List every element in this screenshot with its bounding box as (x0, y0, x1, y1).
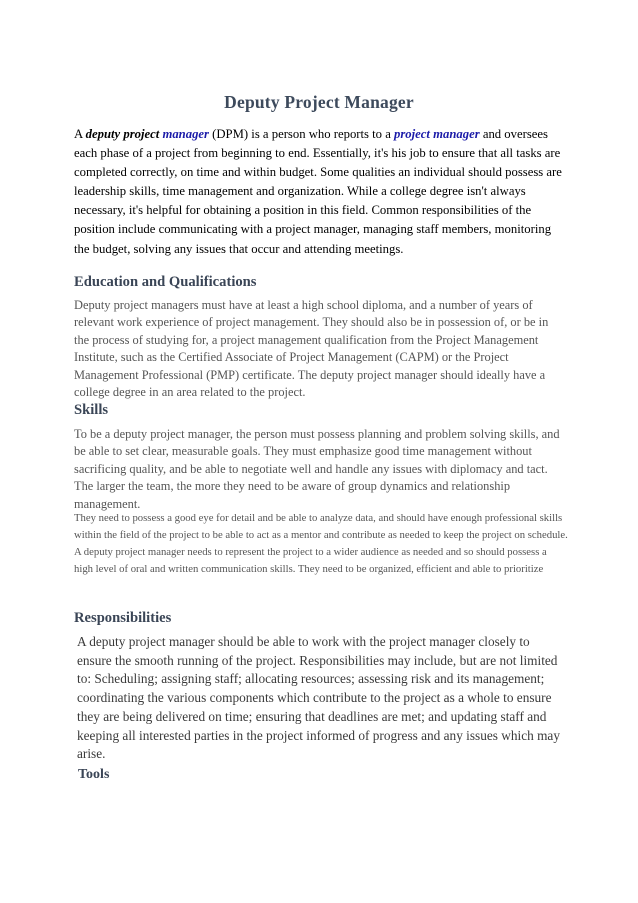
education-heading: Education and Qualifications (74, 274, 257, 290)
page-title: Deputy Project Manager (224, 92, 414, 112)
intro-text-rest: and oversees each phase of a project from beginning to end. Essentially, it's his job to ensure that all tasks are completed correctly, on time and within budget. Some qualities an individual should possess are leadership skills, time management and organization. While a college degree isn't always necessary, it's helpful for obtaining a position in this field. Common responsibilities of the position include communicating with a project manager, managing staff members, monitoring the budget, solving any issues that occur and attending meetings. (74, 127, 562, 256)
skills-paragraph-1: To be a deputy project manager, the person must possess planning and problem solving skills, and be able to set clear, measurable goals. They must emphasize good time management without sacrificing quality, and be able to negotiate well and handle any issues with diplomacy and tact. The larger the team, the more they need to be aware of group dynamics and relationship management. (74, 427, 560, 511)
tools-heading: Tools (78, 767, 110, 782)
intro-bold-term: deputy project (85, 127, 163, 141)
skills-paragraph-2: They need to possess a good eye for detail and be able to analyze data, and should have enough professional skills within the field of the project to be able to act as a mentor and contribute as needed to keep the project on schedule. A deputy project manager needs to represent the project to a wider audience as needed and so should possess a high level of oral and written communication skills. They need to be organized, efficient and able to prioritize (74, 512, 568, 576)
intro-text-mid: (DPM) is a person who reports to a (209, 127, 394, 141)
education-paragraph: Deputy project managers must have at least a high school diploma, and a number of years of relevant work experience of project management. They should also be in possession of, or be in the process of studying for, a project management qualification from the Project Management Institute, such as the Certified Associate of Project Management (CAPM) or the Project Management Professional (PMP) certificate. The deputy project manager should ideally have a college degree in an area related to the project. (74, 298, 549, 400)
intro-paragraph (74, 125, 564, 259)
responsibilities-heading: Responsibilities (74, 610, 172, 626)
responsibilities-paragraph: A deputy project manager should be able to work with the project manager closely to ensure the smooth running of the project. Responsibilities may include, but are not limited to: Scheduling; assigning staff; allocating resources; assessing risk and its management; coordinating the various components which contribute to the project as a whole to ensure they are being delivered on time; ensuring that deadlines are met; and updating staff and keeping all interested parties in the project informed of progress and any issues which may arise. (77, 634, 560, 762)
intro-link-project-manager[interactable]: project manager (394, 127, 480, 141)
skills-heading: Skills (74, 402, 109, 418)
intro-link-manager[interactable]: manager (162, 127, 209, 141)
intro-text-start: A (74, 127, 86, 141)
